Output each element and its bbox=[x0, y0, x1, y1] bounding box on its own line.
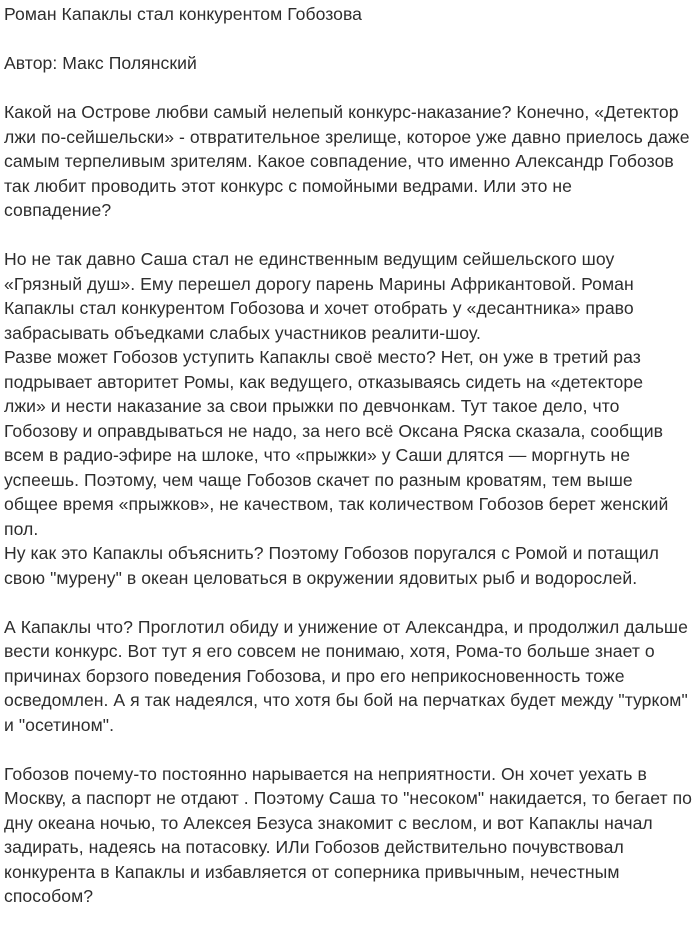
text-line: забрасывать объедками слабых участников реалити-шоу. bbox=[4, 322, 481, 343]
spacer bbox=[4, 737, 694, 762]
text-line: Какой на Острове любви самый нелепый конкурс-наказание? Конечно, «Детектор bbox=[4, 102, 679, 122]
paragraph-4 bbox=[4, 762, 694, 909]
text-line: и "осетином". bbox=[4, 714, 115, 735]
text-line: дну океана ночью, то Алексея Безуса знакомит с веслом, и вот Капаклы начал bbox=[4, 812, 653, 833]
text-line: пол. bbox=[4, 518, 39, 539]
text-line: свою "мурену" в океан целоваться в окружении ядовитых рыб и водорослей. bbox=[4, 567, 638, 588]
paragraph-1 bbox=[4, 100, 694, 223]
article-title: Роман Капаклы стал конкурентом Гобозова bbox=[4, 4, 363, 24]
text-line: Москву, а паспорт не отдают . Поэтому Саша то "несоком" накидается, то бегает по bbox=[4, 788, 692, 808]
text-line: осведомлен. А я так надеялся, что хотя бы бой на перчатках будет между "турком" bbox=[4, 690, 688, 710]
text-line: Гобозов почему-то постоянно нарывается на неприятности. Он хочет уехать в bbox=[4, 763, 647, 784]
text-line: Но не так давно Саша стал не единственным ведущим сейшельского шоу bbox=[4, 249, 615, 269]
text-line: способом? bbox=[4, 886, 94, 906]
text-line: самым терпеливым зрителям. Какое совпадение, что именно Александр Гобозов bbox=[4, 151, 674, 171]
text-line: общее время «прыжков», не качеством, так количеством Гобозов берет женский bbox=[4, 494, 669, 514]
spacer bbox=[4, 590, 694, 615]
text-line: вести конкурс. Вот тут я его совсем не понимаю, хотя, Рома-то больше знает о bbox=[4, 641, 655, 661]
text-line: всем в радио-эфире на шлоке, что «прыжки» у Саши длятся — моргнуть не bbox=[4, 445, 631, 465]
paragraph-3 bbox=[4, 615, 694, 738]
spacer bbox=[4, 27, 694, 52]
text-line: задирать, надеясь на потасовку. ИЛи Гобозов действительно почувствовал bbox=[4, 837, 624, 857]
text-line: Капаклы стал конкурентом Гобозова и хочет отобрать у «десантника» право bbox=[4, 298, 634, 318]
text-line: причинах борзого поведения Гобозова, и про его неприкосновенность тоже bbox=[4, 665, 625, 686]
text-line: лжи по-сейшельски» - отвратительное зрелище, которое уже давно приелось даже bbox=[4, 126, 690, 147]
text-line: «Грязный душ». Ему перешел дорогу парень Марины Африкантовой. Роман bbox=[4, 273, 634, 294]
text-line: успеешь. Поэтому, чем чаще Гобозов скачет по разным кроватям, тем выше bbox=[4, 469, 633, 490]
text-line: Ну как это Капаклы объяснить? Поэтому Гобозов поругался с Ромой и потащил bbox=[4, 543, 659, 563]
spacer bbox=[4, 223, 694, 248]
text-line: лжи» и нести наказание за свои прыжки по девчонкам. Тут такое дело, что bbox=[4, 396, 620, 416]
article-author: Автор: Макс Полянский bbox=[4, 53, 197, 73]
text-line: Разве может Гобозов уступить Капаклы своё место? Нет, он уже в третий раз bbox=[4, 347, 641, 367]
text-line: совпадение? bbox=[4, 200, 112, 220]
article bbox=[4, 0, 694, 909]
paragraph-2 bbox=[4, 247, 694, 590]
spacer bbox=[4, 76, 694, 101]
text-line: Гобозову и оправдываться не надо, за него всё Оксана Ряска сказала, сообщив bbox=[4, 420, 663, 441]
text-line: подрывает авторитет Ромы, как ведущего, отказываясь сидеть на «детекторе bbox=[4, 371, 644, 392]
text-line: конкурента в Капаклы и избавляется от соперника привычным, нечестным bbox=[4, 861, 620, 882]
text-line: А Капаклы что? Проглотил обиду и унижение от Александра, и продолжил дальше bbox=[4, 616, 688, 637]
text-line: так любит проводить этот конкурс с помойными ведрами. Или это не bbox=[4, 175, 572, 196]
